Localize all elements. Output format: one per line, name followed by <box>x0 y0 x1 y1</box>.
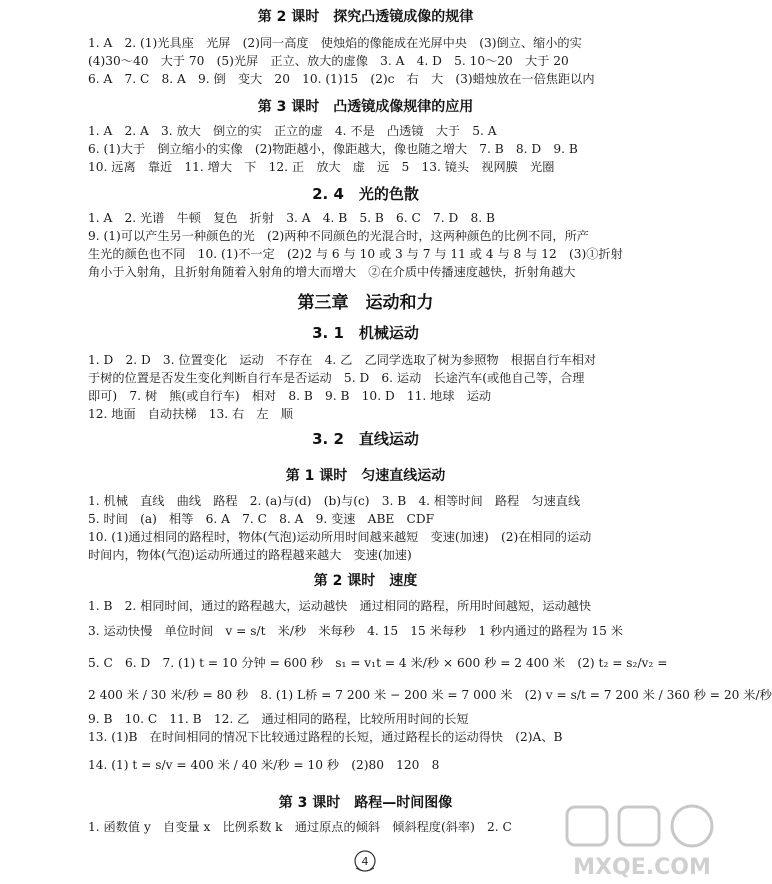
text-line: (4)30～40 大于 70 (5)光屏 正立、放大的虚像 3. A 4. D 5. 10～20 大于 20 <box>88 54 569 68</box>
text-line: 6. A 7. C 8. A 9. 倒 变大 20 10. (1)15 (2)c 右 大 (3)蜡烛放在一倍焦距以内 <box>88 72 595 86</box>
text-line: 1. A 2. (1)光具座 光屏 (2)同一高度 使烛焰的像能成在光屏中央 (3)倒立、缩小的实 <box>88 36 582 50</box>
text-line: 5. 时间 (a) 相等 6. A 7. C 8. A 9. 变速 ABE CDF <box>88 512 435 526</box>
section-heading-2-4: 2. 4 光的色散 <box>312 185 419 203</box>
text-line: 2 400 米 / 30 米/秒 = 80 秒 8. (1) L桥 = 7 200 米 − 200 米 = 7 000 米 (2) v = s/t = 7 200 米 / 360 秒 = 20 米/秒 <box>88 688 772 702</box>
text-line: 角小于入射角，且折射角随着入射角的增大而增大 ②在介质中传播速度越快，折射角越大 <box>88 265 576 279</box>
watermark-text: MXQE.COM <box>573 855 711 880</box>
text-line: 1. A 2. A 3. 放大 倒立的实 正立的虚 4. 不是 凸透镜 大于 5. A <box>88 124 497 138</box>
text-line: 14. (1) t = s/v = 400 米 / 40 米/秒 = 10 秒 (2)80 120 8 <box>88 758 440 772</box>
watermark-logo <box>557 802 727 882</box>
text-line: 1. A 2. 光谱 牛顿 复色 折射 3. A 4. B 5. B 6. C 7. D 8. B <box>88 211 495 225</box>
section-heading-3-2: 3. 2 直线运动 <box>312 430 419 448</box>
lesson-heading-2: 第 2 课时 探究凸透镜成像的规律 <box>257 9 474 25</box>
lesson-heading-1: 第 1 课时 匀速直线运动 <box>285 468 446 484</box>
text-line: 9. (1)可以产生另一种颜色的光 (2)两种不同颜色的光混合时，这两种颜色的比例不同，所产 <box>88 229 589 243</box>
page-number: 4 <box>361 855 369 868</box>
text-line: 即可) 7. 树 熊(或自行车) 相对 8. B 9. B 10. D 11. 地球 运动 <box>88 389 492 403</box>
text-line: 1. 函数值 y 自变量 x 比例系数 k 通过原点的倾斜 倾斜程度(斜率) 2. C <box>88 820 512 834</box>
section-heading-3-1: 3. 1 机械运动 <box>312 324 419 342</box>
text-line: 6. (1)大于 倒立缩小的实像 (2)物距越小，像距越大，像也随之增大 7. B 8. D 9. B <box>88 142 578 156</box>
text-line: 生光的颜色也不同 10. (1)不一定 (2)2 与 6 与 10 或 3 与 7 与 11 或 4 与 8 与 12 (3)①折射 <box>88 247 623 261</box>
chapter-heading: 第三章 运动和力 <box>297 293 434 313</box>
lesson-heading-2-speed: 第 2 课时 速度 <box>313 573 418 589</box>
text-line: 时间内，物体(气泡)运动所通过的路程越来越大 变速(加速) <box>88 548 412 562</box>
text-line: 1. B 2. 相同时间，通过的路程越大，运动越快 通过相同的路程，所用时间越短，运动越快 <box>88 599 592 613</box>
lesson-heading-3: 第 3 课时 凸透镜成像规律的应用 <box>257 99 474 115</box>
text-line: 10. (1)通过相同的路程时，物体(气泡)运动所用时间越来越短 变速(加速) (2)在相同的运动 <box>88 530 592 544</box>
lesson-heading-3-graph: 第 3 课时 路程—时间图像 <box>278 795 453 811</box>
text-line: 于树的位置是否发生变化判断自行车是否运动 5. D 6. 运动 长途汽车(或他自己等，合理 <box>88 371 585 385</box>
text-line: 10. 远离 靠近 11. 增大 下 12. 正 放大 虚 远 5 13. 镜头 视网膜 光圈 <box>88 160 555 174</box>
text-line: 3. 运动快慢 单位时间 v = s/t 米/秒 米每秒 4. 15 15 米每秒 1 秒内通过的路程为 15 米 <box>88 624 623 638</box>
page-number-badge <box>352 848 378 874</box>
text-line: 5. C 6. D 7. (1) t = 10 分钟 = 600 秒 s₁ = v₁t = 4 米/秒 × 600 秒 = 2 400 米 (2) t₂ = s₂/v₂ = <box>88 656 668 670</box>
text-line: 1. D 2. D 3. 位置变化 运动 不存在 4. 乙 乙同学选取了树为参照物 根据自行车相对 <box>88 353 597 367</box>
text-line: 13. (1)B 在时间相同的情况下比较通过路程的长短，通过路程长的运动得快 (2)A、B <box>88 730 563 744</box>
text-line: 1. 机械 直线 曲线 路程 2. (a)与(d) (b)与(c) 3. B 4. 相等时间 路程 匀速直线 <box>88 494 581 508</box>
text-line: 9. B 10. C 11. B 12. 乙 通过相同的路程，比较所用时间的长短 <box>88 712 469 726</box>
text-line: 12. 地面 自动扶梯 13. 右 左 顺 <box>88 407 293 421</box>
